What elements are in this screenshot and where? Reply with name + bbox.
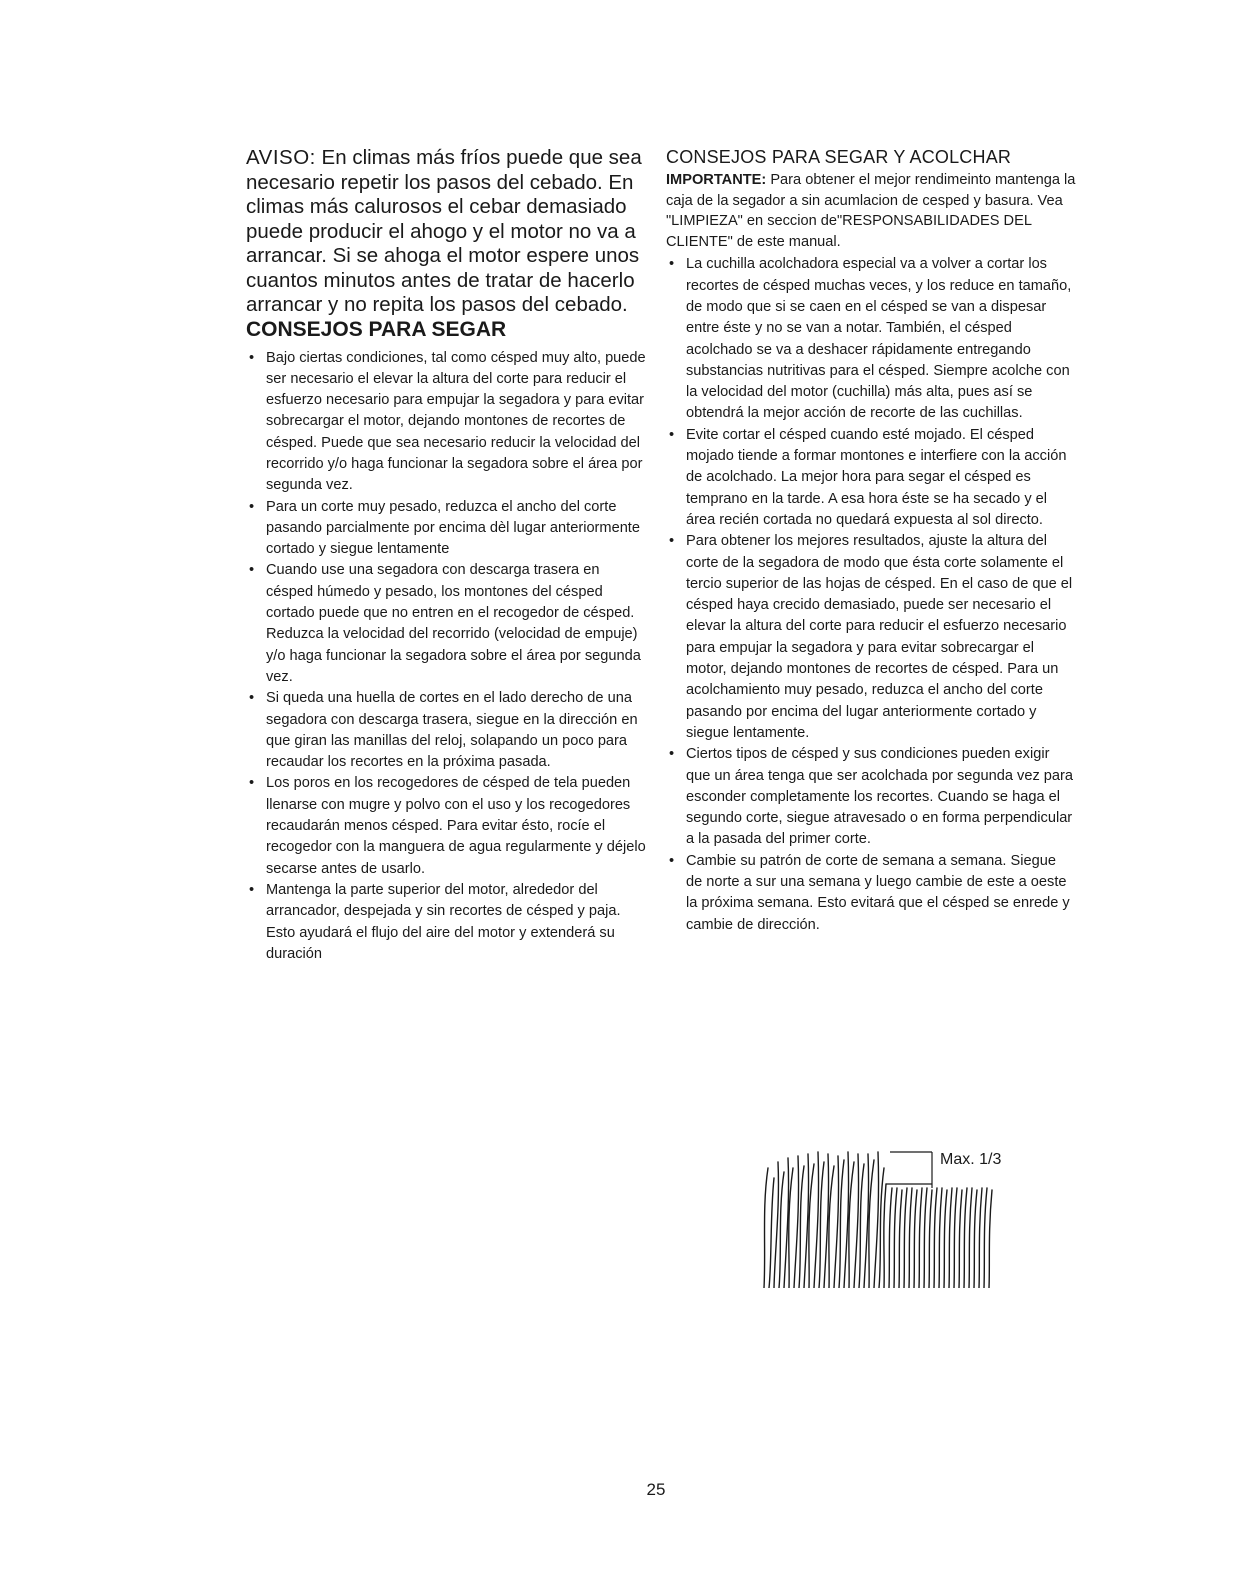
max-height-bracket (886, 1152, 932, 1188)
page-number: 25 (646, 1480, 666, 1499)
aviso-paragraph (246, 146, 646, 318)
list-item: • Para obtener los mejores resultados, ajuste la altura del corte de la segadora de modo que ésta corte solamente el tercio superior de las hojas de césped. En el caso de que el césped haya crecido demasiado, puede ser necesario el elevar la altura del corte para reducir el esfuerzo necesario para empujar la segadora y para evitar sobrecargar el motor, dejando montones de recortes de césped. Para un acolchamiento muy pesado, reduzca el ancho del corte pasando por encima del lugar anteriormente cortado y siegue lentamente. (666, 531, 1076, 744)
right-column (666, 146, 1076, 936)
max-one-third-label: Max. 1/3 (940, 1151, 1002, 1168)
consejos-para-segar-heading: CONSEJOS PARA SEGAR (246, 317, 507, 341)
list-item: • Los poros en los recogedores de césped de tela pueden llenarse con mugre y polvo con el uso y los recogedores recaudarán menos césped. Para evitar ésto, rocíe el recogedor con la manguera de agua regularmente y déjelo secarse antes de usarlo. (246, 773, 646, 879)
aviso-label: AVISO: (246, 146, 316, 169)
segar-tips-list (246, 348, 646, 966)
important-text: Para obtener el mejor rendimeinto mantenga la caja de la segador a sin acumlacion de cesped y basura. Vea "LIMPIEZA" en seccion de"RESPONSABILIDADES DEL CLIENTE" de este manual. (666, 172, 1076, 250)
left-column (246, 146, 646, 965)
grass-height-illustration (760, 1148, 996, 1288)
list-item: • Mantenga la parte superior del motor, alrededor del arrancador, despejada y sin recortes de césped y paja. Esto ayudará el flujo del aire del motor y extenderá su duración (246, 880, 646, 965)
list-item: • Si queda una huella de cortes en el lado derecho de una segadora con descarga trasera, siegue en la dirección en que giran las manillas del reloj, solapando un poco para recaudar los recortes en la próxima pasada. (246, 688, 646, 773)
segar-y-acolchar-heading: CONSEJOS PARA SEGAR Y ACOLCHAR (666, 147, 1012, 167)
grass-blades (764, 1152, 992, 1288)
list-item: • Bajo ciertas condiciones, tal como césped muy alto, puede ser necesario el elevar la altura del corte para reducir el esfuerzo necesario para empujar la segadora y para evitar sobrecargar el motor, dejando montones de recortes de césped. Puede que sea necesario reducir la velocidad del recorrido y/o haga funcionar la segadora sobre el área por segunda vez. (246, 348, 646, 497)
list-item: • Ciertos tipos de césped y sus condiciones pueden exigir que un área tenga que ser acolchada por segunda vez para esconder completamente los recortes. Cuando se haga el segundo corte, siegue atravesado o en forma perpendicular a la pasada del primer corte. (666, 744, 1076, 850)
list-item: • Cambie su patrón de corte de semana a semana. Siegue de norte a sur una semana y luego cambie de este a oeste la próxima semana. Esto evitará que el césped se enrede y cambie de dirección. (666, 851, 1076, 936)
list-item: • Evite cortar el césped cuando esté mojado. El césped mojado tiende a formar montones e interfiere con la acción de acolchado. La mejor hora para segar el césped es temprano en la tarde. A esa hora éste se ha secado y el área recién cortada no quedará expuesta al sol directo. (666, 425, 1076, 531)
list-item: • Cuando use una segadora con descarga trasera en césped húmedo y pesado, los montones del césped cortado puede que no entren en el recogedor de césped. Reduzca la velocidad del recorrido (velocidad de empuje) y/o haga funcionar la segadora sobre el área por segunda vez. (246, 560, 646, 688)
important-label: IMPORTANTE: (666, 172, 767, 188)
list-item: • Para un corte muy pesado, reduzca el ancho del corte pasando parcialmente por encima dèl lugar anteriormente cortado y siegue lentamente (246, 497, 646, 561)
acolchar-tips-list (666, 254, 1076, 936)
aviso-text: En climas más fríos puede que sea necesario repetir los pasos del cebado. En climas más calurosos el cebar demasiado puede producir el ahogo y el motor no va a arrancar. Si se ahoga el motor espere unos cuantos minutos antes de tratar de hacerlo arrancar y no repita los pasos del cebado. (246, 146, 642, 316)
important-note (666, 170, 1076, 252)
list-item: • La cuchilla acolchadora especial va a volver a cortar los recortes de césped muchas veces, y los reduce en tamaño, de modo que si se caen en el césped se van a dispesar entre éste y no se van a notar. También, el césped acolchado se va a deshacer rápidamente entregando substancias nutritivas para el césped. Siempre acolche con la velocidad del motor (cuchilla) más alta, pues así se obtendrá la mejor acción de recorte de las cuchillas. (666, 254, 1076, 424)
